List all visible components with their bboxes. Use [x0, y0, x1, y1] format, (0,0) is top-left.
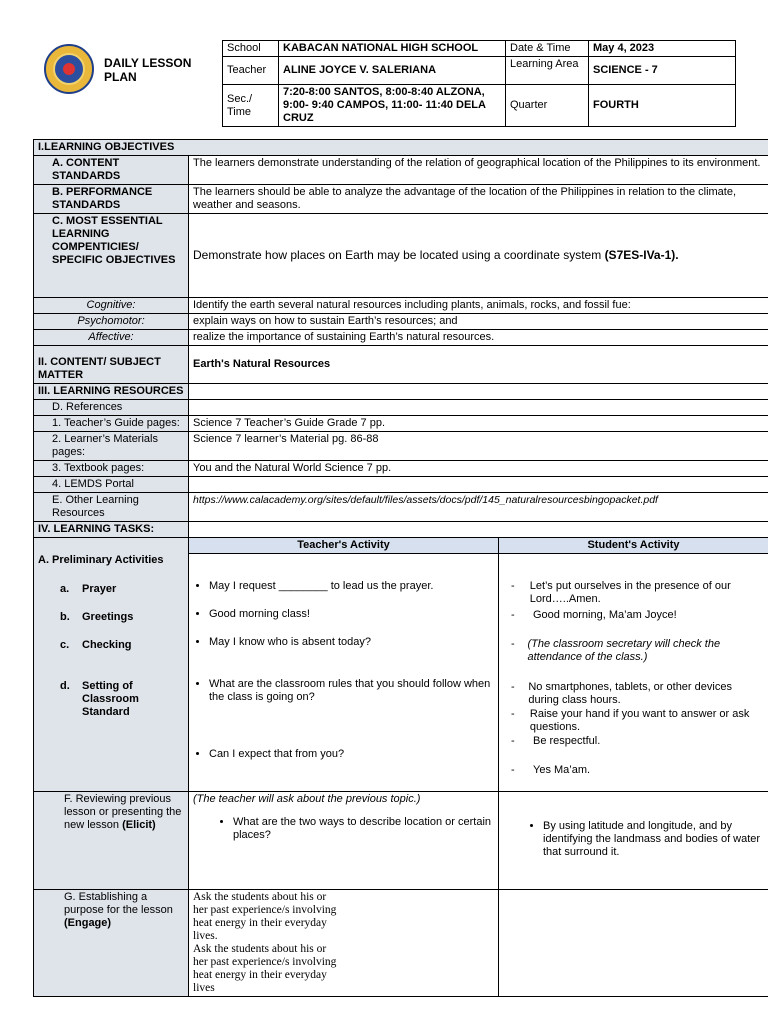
affective-label: Affective: — [34, 330, 189, 346]
document-title: DAILY LESSON PLAN — [104, 56, 192, 84]
date-value: May 4, 2023 — [589, 41, 736, 57]
engage-text-2: Ask the students about his or her past experience/s involving heat energy in their everyday lives — [193, 943, 337, 994]
elicit-note: (The teacher will ask about the previous topic.) — [193, 793, 421, 805]
lm-label: 2. Learner’s Materials pages: — [34, 432, 189, 461]
tg-text: Science 7 Teacher’s Guide Grade 7 pp. — [189, 416, 768, 432]
header-table — [222, 40, 736, 127]
other-resources-label: E. Other Learning Resources — [34, 493, 189, 522]
content-standards-label: A. CONTENT STANDARDS — [34, 156, 189, 185]
standard-label: Setting of Classroom Standard — [82, 680, 139, 718]
student-activity-header: Student's Activity — [499, 538, 768, 554]
tg-label: 1. Teacher’s Guide pages: — [34, 416, 189, 432]
school-label: School — [223, 41, 279, 57]
school-seal-logo — [44, 44, 94, 94]
elicit-student-answer: • By using latitude and longitude, and by identifying the landmass and bodies of water that surround it. — [543, 820, 764, 859]
elicit-tag: (Elicit) — [122, 819, 156, 831]
quarter-value: FOURTH — [589, 85, 736, 127]
engage-label: G. Establishing a purpose for the lesson — [64, 891, 173, 916]
teacher-value: ALINE JOYCE V. SALERIANA — [279, 57, 506, 85]
affective-text: realize the importance of sustaining Earth’s natural resources. — [189, 330, 768, 346]
objectives-heading: I.LEARNING OBJECTIVES — [34, 140, 768, 156]
teacher-greeting: • Good morning class! — [209, 608, 494, 636]
greetings-letter: b. — [60, 611, 70, 623]
standard-letter: d. — [60, 680, 70, 692]
lemds-label: 4. LEMDS Portal — [34, 477, 189, 493]
engage-tag: (Engage) — [64, 917, 112, 929]
student-checking: (The classroom secretary will check the attendance of the class.) — [527, 638, 721, 663]
performance-standards-label: B. PERFORMANCE STANDARDS — [34, 185, 189, 214]
elicit-label: F. Reviewing previous lesson or presenting the new lesson — [64, 793, 182, 831]
quarter-label: Quarter — [506, 85, 589, 127]
teacher-label: Teacher — [223, 57, 279, 85]
student-rule-2: Raise your hand if you want to answer or ask questions. — [529, 708, 750, 733]
content-label: II. CONTENT/ SUBJECT MATTER — [34, 346, 189, 384]
student-expect: Yes Ma’am. — [533, 764, 591, 776]
performance-standards-text: The learners should be able to analyze the advantage of the location of the Philippines in relation to the climate, weather and seasons. — [189, 185, 768, 214]
lm-text: Science 7 learner’s Material pg. 86-88 — [189, 432, 768, 461]
student-rule-3: Be respectful. — [533, 735, 601, 747]
competencies-label: C. MOST ESSENTIAL LEARNING COMPENTICIES/ SPECIFIC OBJECTIVES — [34, 214, 189, 298]
competencies-code: (S7ES-IVa-1). — [604, 248, 679, 262]
area-value: SCIENCE - 7 — [589, 57, 736, 85]
prayer-letter: a. — [60, 583, 70, 595]
sec-value: 7:20-8:00 SANTOS, 8:00-8:40 ALZONA, 9:00- 9:40 CAMPOS, 11:00- 11:40 DELA CRUZ — [279, 85, 506, 127]
checking-letter: c. — [60, 639, 70, 651]
teacher-rules: • What are the classroom rules that you should follow when the class is going on? — [209, 678, 494, 748]
prayer-label: Prayer — [82, 583, 117, 595]
sec-label: Sec./ Time — [223, 85, 279, 127]
greetings-label: Greetings — [82, 611, 134, 623]
teacher-checking: • May I know who is absent today? — [209, 636, 494, 678]
student-rule-1: No smartphones, tablets, or other devices during class hours. — [528, 681, 732, 706]
content-text: Earth's Natural Resources — [189, 346, 768, 384]
cognitive-text: Identify the earth several natural resources including plants, animals, rocks, and fossil fue: — [189, 298, 768, 314]
student-prayer: Let’s put ourselves in the presence of our Lord…..Amen. — [529, 580, 731, 605]
other-resources-link[interactable]: https://www.calacademy.org/sites/default/files/assets/docs/pdf/145_naturalresourcesbingopacket.pdf — [189, 493, 768, 522]
references-label: D. References — [34, 400, 189, 416]
lesson-plan-table: I.LEARNING OBJECTIVES A. CONTENT STANDARDS The learners demonstrate understanding of the relation of geographical location of the Philippines to its environment. B. PERFORMANCE STANDARDS The learners should be able to analyze the advantage of the location of the Philippines in relation to the climate, weather and seasons. C. MOST ESSENTIAL LEARNING COMPENTICIES/ SPECIFIC OBJECTIVES Demonstrate how places on Earth may be located using a coordinate system (S7ES-IVa-1). Cognitive: Identify the earth several natural resources including plants, animals, rocks, and fossil fue: Psychomotor: explain ways on how to sustain Earth’s resources; and Affective: realize the importance of sustaining Earth’s natural resources. II. CONTENT/ SUBJECT MATTER Earth's Natural Resources III. LEARNING RESOURCES D. References 1. Teacher’s Guide pages: Science 7 Teacher’s Guide Grade 7 pp. 2. Learner’s Materials pages: Science 7 learner’s Material pg. 86-88 3. Textbook pages: You and the Natural World Science 7 pp. 4. LEMDS Portal E. Other Learning Resources https://www.calacademy.org/sites/default/files/assets/docs/pdf/145_naturalresourcesbingopacket.pdf IV. LEARNING TASKS: A. Preliminary Activities a. Prayer b. Greetings c. Checking d. Setting of Classroom Standard Teacher's Activity Student's Activity • May I request ________ to lead us the prayer. • Good morning class! • May I know who is absent today? • What are the classroom rules that you should follow when the class is going on? • Can I expect that from you? - Let’s put ourselves in the presence of our Lord…..Amen. - Good morning, Ma’am Joyce! - (The classroom secretary will check the attendance of the class.) - No smartphones, tablets, or other devices during class hours. - Raise your hand if you want to answer or ask questions. - Be respectful. - Yes Ma’am. F. Reviewing previous lesson or presenting the new lesson (Elicit) (The teacher will ask about the previous topic.) • What are the two ways to describe location or certain places? • By using latitude and longitude, and by identifying the landmass and bodies of water that surround it. G. Establishing a purpose for the lesson (Engage) Ask the students about his or her past experience/s involving heat energy in their everyday lives. Ask the students about his or her past experience/s involving heat energy in their everyday lives — [33, 139, 768, 997]
student-greeting: Good morning, Ma’am Joyce! — [533, 609, 677, 621]
school-value: KABACAN NATIONAL HIGH SCHOOL — [279, 41, 506, 57]
psychomotor-text: explain ways on how to sustain Earth’s resources; and — [189, 314, 768, 330]
checking-label: Checking — [82, 639, 132, 651]
textbook-label: 3. Textbook pages: — [34, 461, 189, 477]
date-label: Date & Time — [506, 41, 589, 57]
resources-label: III. LEARNING RESOURCES — [34, 384, 189, 400]
teacher-activity-header: Teacher's Activity — [189, 538, 499, 554]
cognitive-label: Cognitive: — [34, 298, 189, 314]
teacher-expect: • Can I expect that from you? — [209, 748, 494, 761]
textbook-text: You and the Natural World Science 7 pp. — [189, 461, 768, 477]
tasks-label: IV. LEARNING TASKS: — [34, 522, 189, 538]
teacher-prayer: • May I request ________ to lead us the prayer. — [209, 580, 494, 608]
psychomotor-label: Psychomotor: — [34, 314, 189, 330]
competencies-text: Demonstrate how places on Earth may be located using a coordinate system — [193, 248, 602, 262]
elicit-teacher-question: • What are the two ways to describe location or certain places? — [233, 816, 494, 842]
content-standards-text: The learners demonstrate understanding of the relation of geographical location of the Philippines to its environment. — [189, 156, 768, 185]
engage-text-1: Ask the students about his or her past experience/s involving heat energy in their everyday lives. — [193, 891, 337, 942]
area-label: Learning Area — [506, 57, 589, 85]
preliminary-label: A. Preliminary Activities — [38, 554, 164, 566]
